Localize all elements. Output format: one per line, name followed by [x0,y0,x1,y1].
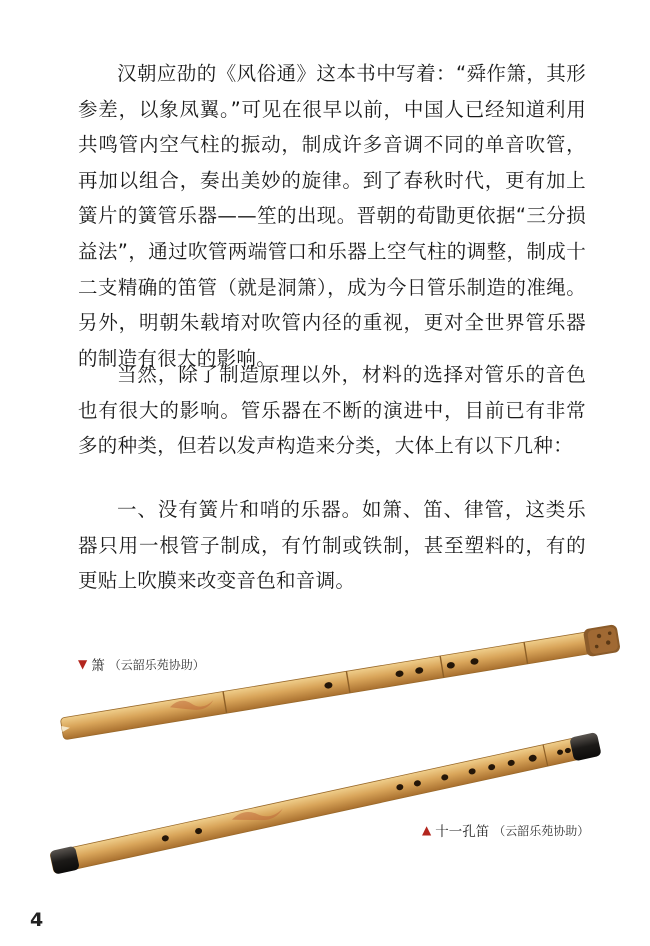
paragraph-materials: 当然，除了制造原理以外，材料的选择对管乐的音色也有很大的影响。管乐器在不断的演进中，目前已有非常多的种类，但若以发声构造来分类，大体上有以下几种： [78,363,586,458]
paragraph-history: 汉朝应劭的《风俗通》这本书中写着：“舜作箫，其形参差，以象凤翼。”可见在很早以前，中国人已经知道利用共鸣管内空气柱的振动，制成许多音调不同的单音吹管，再加以组合，奏出美妙的旋律。到了春秋时代，更有加上簧片的簧管乐器——笙的出现。晋朝的荀勖更依据“三分损益法”，通过吹管两端管口和乐器上空气柱的调整，制成十二支精确的笛管（就是洞箫），成为今日管乐制造的准绳。另外，明朝朱载堉对吹管内径的重视，更对全世界管乐器的制造有很大的影响。 [78,62,586,370]
caption-xiao [78,654,205,674]
caption-xiao-name: 箫 [91,658,105,674]
dizi-end-cap-right [569,732,601,761]
caption-dizi-credit: （云韶乐苑协助） [493,823,590,838]
page-number: 4 [30,909,44,931]
paragraph-category-one: 一、没有簧片和哨的乐器。如箫、笛、律管，这类乐器只用一根管子制成，有竹制或铁制，甚至塑料的，有的更贴上吹膜来改变音色和音调。 [78,498,586,593]
caption-xiao-credit: （云韶乐苑协助） [108,657,205,672]
dizi-end-cap-left [49,846,80,875]
caption-dizi-name: 十一孔笛 [435,824,490,840]
triangle-up-icon: ▲ [422,823,432,837]
xiao-flute [60,624,621,743]
caption-dizi [422,820,589,840]
dizi-flute [49,732,601,875]
triangle-down-icon: ▼ [78,657,88,671]
